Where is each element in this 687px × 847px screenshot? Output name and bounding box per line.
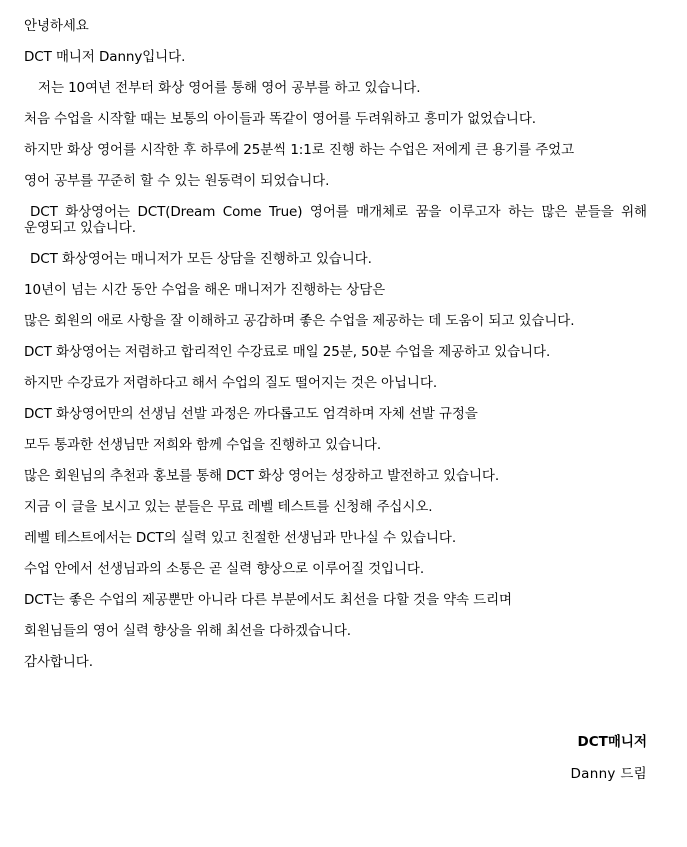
paragraph: DCT 화상영어만의 선생님 선발 과정은 까다롭고도 엄격하며 자체 선발 규정을 (24, 406, 478, 422)
paragraph: 레벨 테스트에서는 DCT의 실력 있고 친절한 선생님과 만나실 수 있습니다. (24, 530, 457, 546)
paragraph: 처음 수업을 시작할 때는 보통의 아이들과 똑같이 영어를 두려워하고 흥미가 없었습니다. (24, 111, 536, 127)
paragraph: 수업 안에서 선생님과의 소통은 곧 실력 향상으로 이루어질 것입니다. (24, 561, 425, 577)
paragraph: DCT 화상영어는 저렴하고 합리적인 수강료로 매일 25분, 50분 수업을 제공하고 있습니다. (24, 344, 551, 360)
closing: 감사합니다. (24, 654, 93, 670)
paragraph: 회원님들의 영어 실력 향상을 위해 최선을 다하겠습니다. (24, 623, 351, 639)
paragraph: 하지만 수강료가 저렴하다고 해서 수업의 질도 떨어지는 것은 아닙니다. (24, 375, 438, 391)
introduction: DCT 매니저 Danny입니다. (24, 49, 186, 65)
paragraph: 많은 회원님의 추천과 홍보를 통해 DCT 화상 영어는 성장하고 발전하고 있습니다. (24, 468, 500, 484)
paragraph: 모두 통과한 선생님만 저희와 함께 수업을 진행하고 있습니다. (24, 437, 382, 453)
signoff-name: Danny 드림 (570, 766, 647, 782)
paragraph: DCT 화상영어는 매니저가 모든 상담을 진행하고 있습니다. (30, 251, 372, 267)
paragraph: 저는 10여년 전부터 화상 영어를 통해 영어 공부를 하고 있습니다. (38, 80, 421, 96)
greeting: 안녕하세요 (24, 18, 89, 34)
paragraph: 하지만 화상 영어를 시작한 후 하루에 25분씩 1:1로 진행 하는 수업은 저에게 큰 용기를 주었고 (24, 142, 575, 158)
paragraph: DCT 화상영어는 DCT(Dream Come True) 영어를 매개체로 꿈을 이루고자 하는 많은 분들을 위해 운영되고 있습니다. (24, 204, 647, 236)
paragraph: 많은 회원의 애로 사항을 잘 이해하고 공감하며 좋은 수업을 제공하는 데 도움이 되고 있습니다. (24, 313, 575, 329)
letter-body (24, 18, 647, 670)
signoff-company: DCT매니저 (577, 734, 647, 750)
paragraph: 10년이 넘는 시간 동안 수업을 해온 매니저가 진행하는 상담은 (24, 282, 386, 298)
paragraph: 영어 공부를 꾸준히 할 수 있는 원동력이 되었습니다. (24, 173, 330, 189)
paragraph: 지금 이 글을 보시고 있는 분들은 무료 레벨 테스트를 신청해 주십시오. (24, 499, 433, 515)
paragraph: DCT는 좋은 수업의 제공뿐만 아니라 다른 부분에서도 최선을 다할 것을 약속 드리며 (24, 592, 512, 608)
